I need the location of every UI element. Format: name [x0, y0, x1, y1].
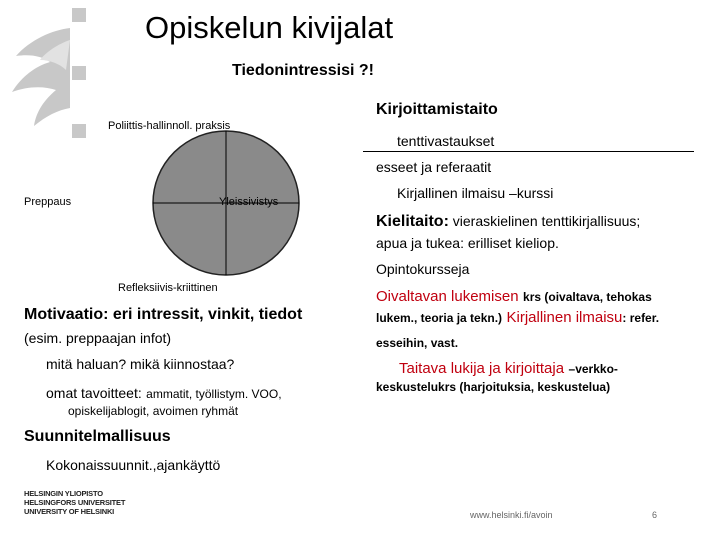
wordmark-line-sv: HELSINGFORS UNIVERSITET — [24, 498, 126, 507]
course2-desc-b: keskustelukrs (harjoituksia, keskustelua) — [376, 380, 611, 394]
university-logo-icon — [0, 0, 100, 160]
goals-line — [46, 385, 282, 403]
planning-heading: Suunnitelmallisuus — [24, 428, 171, 445]
footer-url[interactable]: www.helsinki.fi/avoin — [470, 510, 553, 520]
writing-item-essays: esseet ja referaatit — [376, 159, 492, 175]
course2-red-title: Taitava lukija ja kirjoittaja — [399, 360, 565, 377]
planning-text: Kokonaissuunnit.,ajankäyttö — [46, 457, 221, 473]
course1-line1 — [376, 288, 652, 306]
university-wordmark — [24, 489, 125, 516]
courses-heading: Opintokursseja — [376, 261, 470, 277]
diagram-label-top: Poliittis-hallinnoll. praksis — [108, 120, 231, 132]
course1-red-subtitle: Kirjallinen ilmaisu — [506, 309, 623, 326]
language-support-text: apua ja tukea: erilliset kieliop. — [376, 235, 559, 251]
divider-line — [363, 151, 694, 152]
course1-desc-c: : refer. — [622, 311, 660, 325]
question-text: mitä haluan? mikä kiinnostaa? — [46, 356, 235, 372]
writing-item-course: Kirjallinen ilmaisu –kurssi — [397, 185, 554, 201]
slide-title: Opiskelun kivijalat — [145, 10, 394, 45]
goals-rest: ammatit, työllistym. VOO, — [146, 387, 282, 401]
course1-line2 — [376, 309, 659, 327]
language-skill-line — [376, 213, 640, 231]
slide-subtitle: Tiedonintressisi ?! — [232, 62, 374, 79]
language-skill-text: vieraskielinen tenttikirjallisuus; — [452, 213, 641, 229]
course2-desc-a: –verkko- — [568, 362, 618, 376]
diagram-label-left: Preppaus — [24, 196, 72, 208]
wordmark-line-en: UNIVERSITY OF HELSINKI — [24, 507, 115, 516]
course2-line1 — [399, 360, 618, 378]
language-skill-heading: Kielitaito: — [376, 213, 449, 230]
course1-red-title: Oivaltavan lukemisen — [376, 288, 519, 305]
course1-desc-d: esseihin, vast. — [376, 336, 459, 350]
diagram-label-right: Yleissivistys — [219, 196, 279, 208]
wordmark-line-fi: HELSINGIN YLIOPISTO — [24, 489, 103, 498]
goals-line2: opiskelijablogit, avoimen ryhmät — [68, 404, 239, 418]
page-number: 6 — [652, 510, 658, 520]
writing-item-exam-answers: tenttivastaukset — [397, 133, 495, 149]
writing-skill-heading: Kirjoittamistaito — [376, 101, 498, 118]
diagram-label-bottom: Refleksiivis-kriittinen — [118, 282, 218, 294]
goals-lead: omat tavoitteet: — [46, 385, 142, 401]
course1-desc-a: krs (oivaltava, tehokas — [523, 290, 652, 304]
motivation-heading: Motivaatio: eri intressit, vinkit, tiedot — [24, 306, 303, 323]
course1-desc-b: lukem., teoria ja tekn.) — [376, 311, 503, 325]
motivation-subtext: (esim. preppaajan infot) — [24, 330, 172, 346]
